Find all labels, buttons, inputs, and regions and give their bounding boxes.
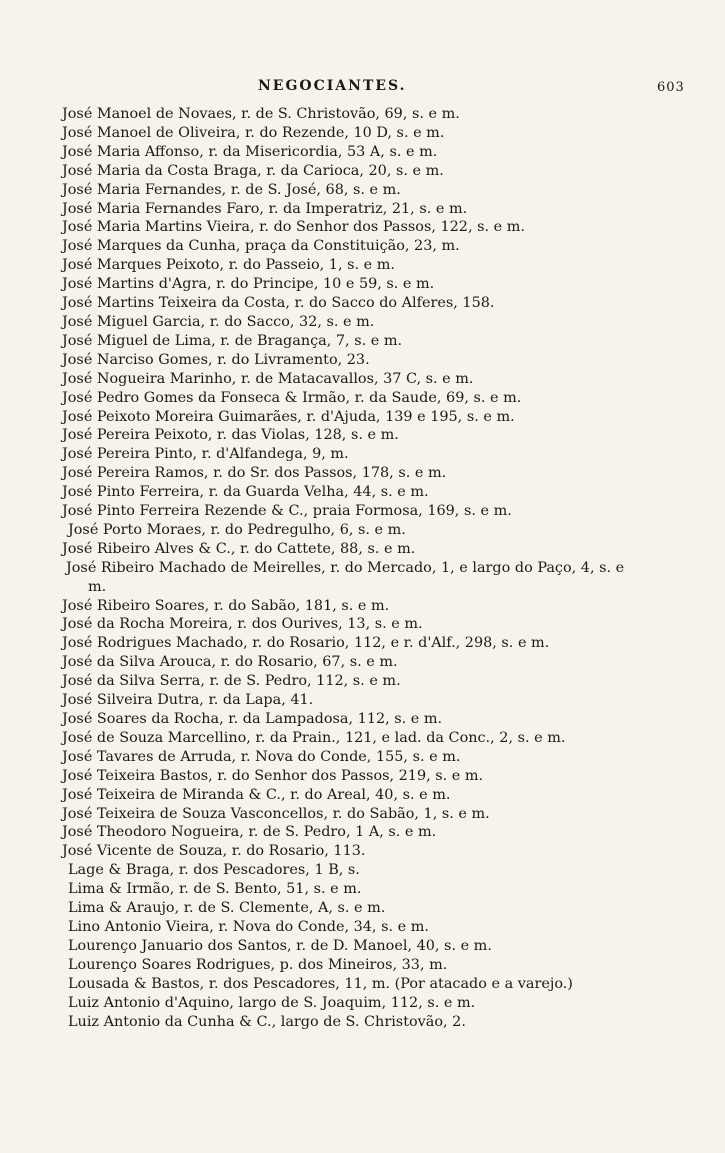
directory-entry: José Pinto Ferreira Rezende & C., praia Formosa, 169, s. e m.	[62, 503, 512, 520]
directory-entry: José Maria Fernandes, r. de S. José, 68, s. e m.	[62, 181, 401, 198]
directory-entry: José Pereira Ramos, r. do Sr. dos Passos, 178, s. e m.	[62, 465, 447, 482]
directory-entry: José Maria da Costa Braga, r. da Carioca, 20, s. e m.	[62, 162, 444, 179]
directory-entry: José Martins Teixeira da Costa, r. do Sacco do Alferes, 158.	[62, 295, 495, 312]
directory-entry: José Pedro Gomes da Fonseca & Irmão, r. da Saude, 69, s. e m.	[62, 389, 522, 406]
directory-entry: José Ribeiro Machado de Meirelles, r. do Mercado, 1, e largo do Paço, 4, s. e m.	[66, 559, 625, 595]
directory-entry: José Marques da Cunha, praça da Constituição, 23, m.	[62, 238, 460, 255]
directory-entry: Lourenço Soares Rodrigues, p. dos Mineiros, 33, m.	[68, 956, 448, 973]
directory-entry: José Peixoto Moreira Guimarães, r. d'Ajuda, 139 e 195, s. e m.	[62, 408, 515, 425]
directory-entry: Luiz Antonio d'Aquino, largo de S. Joaquim, 112, s. e m.	[68, 994, 476, 1011]
directory-entry: José Manoel de Novaes, r. de S. Christovão, 69, s. e m.	[62, 106, 460, 122]
entry-list	[0, 105, 725, 1031]
directory-entry: José Maria Martins Vieira, r. do Senhor dos Passos, 122, s. e m.	[62, 219, 525, 236]
directory-entry: José Maria Fernandes Faro, r. da Imperatriz, 21, s. e m.	[62, 200, 468, 217]
directory-entry: José Teixeira Bastos, r. do Senhor dos Passos, 219, s. e m.	[62, 767, 484, 784]
directory-entry: José de Souza Marcellino, r. da Prain., 121, e lad. da Conc., 2, s. e m.	[62, 729, 566, 746]
directory-entry: José Teixeira de Miranda & C., r. do Areal, 40, s. e m.	[62, 786, 451, 803]
directory-entry: Lage & Braga, r. dos Pescadores, 1 B, s.	[68, 862, 360, 879]
directory-entry: José Miguel Garcia, r. do Sacco, 32, s. e m.	[62, 313, 375, 330]
directory-entry: José Pereira Peixoto, r. das Violas, 128, s. e m.	[62, 427, 399, 444]
directory-entry: José Marques Peixoto, r. do Passeio, 1, s. e m.	[62, 257, 395, 274]
directory-entry: José Manoel de Oliveira, r. do Rezende, 10 D, s. e m.	[62, 124, 445, 141]
directory-entry: José da Silva Arouca, r. do Rosario, 67, s. e m.	[62, 654, 398, 671]
directory-entry: José Tavares de Arruda, r. Nova do Conde, 155, s. e m.	[62, 748, 461, 765]
directory-entry: José Soares da Rocha, r. da Lampadosa, 112, s. e m.	[62, 711, 443, 727]
directory-entry: José Theodoro Nogueira, r. de S. Pedro, 1 A, s. e m.	[62, 824, 437, 841]
page-header	[0, 78, 725, 98]
directory-entry: Lima & Araujo, r. de S. Clemente, A, s. e m.	[68, 900, 386, 917]
page-number: 603	[657, 80, 685, 95]
directory-entry: José Narciso Gomes, r. do Livramento, 23.	[62, 351, 370, 368]
directory-entry: José Maria Affonso, r. da Misericordia, 53 A, s. e m.	[62, 143, 438, 160]
directory-entry: José Nogueira Marinho, r. de Matacavallos, 37 C, s. e m.	[62, 370, 474, 387]
directory-entry: Lino Antonio Vieira, r. Nova do Conde, 34, s. e m.	[68, 918, 429, 935]
directory-entry: José Ribeiro Alves & C., r. do Cattete, 88, s. e m.	[62, 540, 416, 557]
directory-entry: Luiz Antonio da Cunha & C., largo de S. Christovão, 2.	[68, 1013, 466, 1030]
directory-entry: Lousada & Bastos, r. dos Pescadores, 11, m. (Por atacado e a varejo.)	[68, 975, 573, 992]
directory-entry: José Vicente de Souza, r. do Rosario, 113.	[62, 843, 366, 860]
directory-entry: José da Silva Serra, r. de S. Pedro, 112, s. e m.	[62, 673, 401, 690]
directory-entry: José Pereira Pinto, r. d'Alfandega, 9, m.	[62, 446, 349, 463]
directory-entry: José da Rocha Moreira, r. dos Ourives, 13, s. e m.	[62, 616, 423, 633]
directory-entry: José Pinto Ferreira, r. da Guarda Velha, 44, s. e m.	[62, 484, 429, 501]
directory-entry: José Rodrigues Machado, r. do Rosario, 112, e r. d'Alf., 298, s. e m.	[62, 635, 550, 652]
directory-entry: José Miguel de Lima, r. de Bragança, 7, s. e m.	[62, 332, 403, 349]
directory-entry: José Martins d'Agra, r. do Principe, 10 e 59, s. e m.	[62, 276, 435, 293]
directory-entry: José Ribeiro Soares, r. do Sabão, 181, s. e m.	[62, 597, 390, 614]
directory-entry: José Silveira Dutra, r. da Lapa, 41.	[62, 692, 314, 709]
directory-entry: José Teixeira de Souza Vasconcellos, r. do Sabão, 1, s. e m.	[62, 805, 490, 822]
directory-entry: Lima & Irmão, r. de S. Bento, 51, s. e m.	[68, 881, 362, 898]
directory-entry: José Porto Moraes, r. do Pedregulho, 6, s. e m.	[68, 521, 406, 538]
directory-entry: Lourenço Januario dos Santos, r. de D. Manoel, 40, s. e m.	[68, 937, 492, 954]
page-title: NEGOCIANTES.	[258, 78, 407, 94]
